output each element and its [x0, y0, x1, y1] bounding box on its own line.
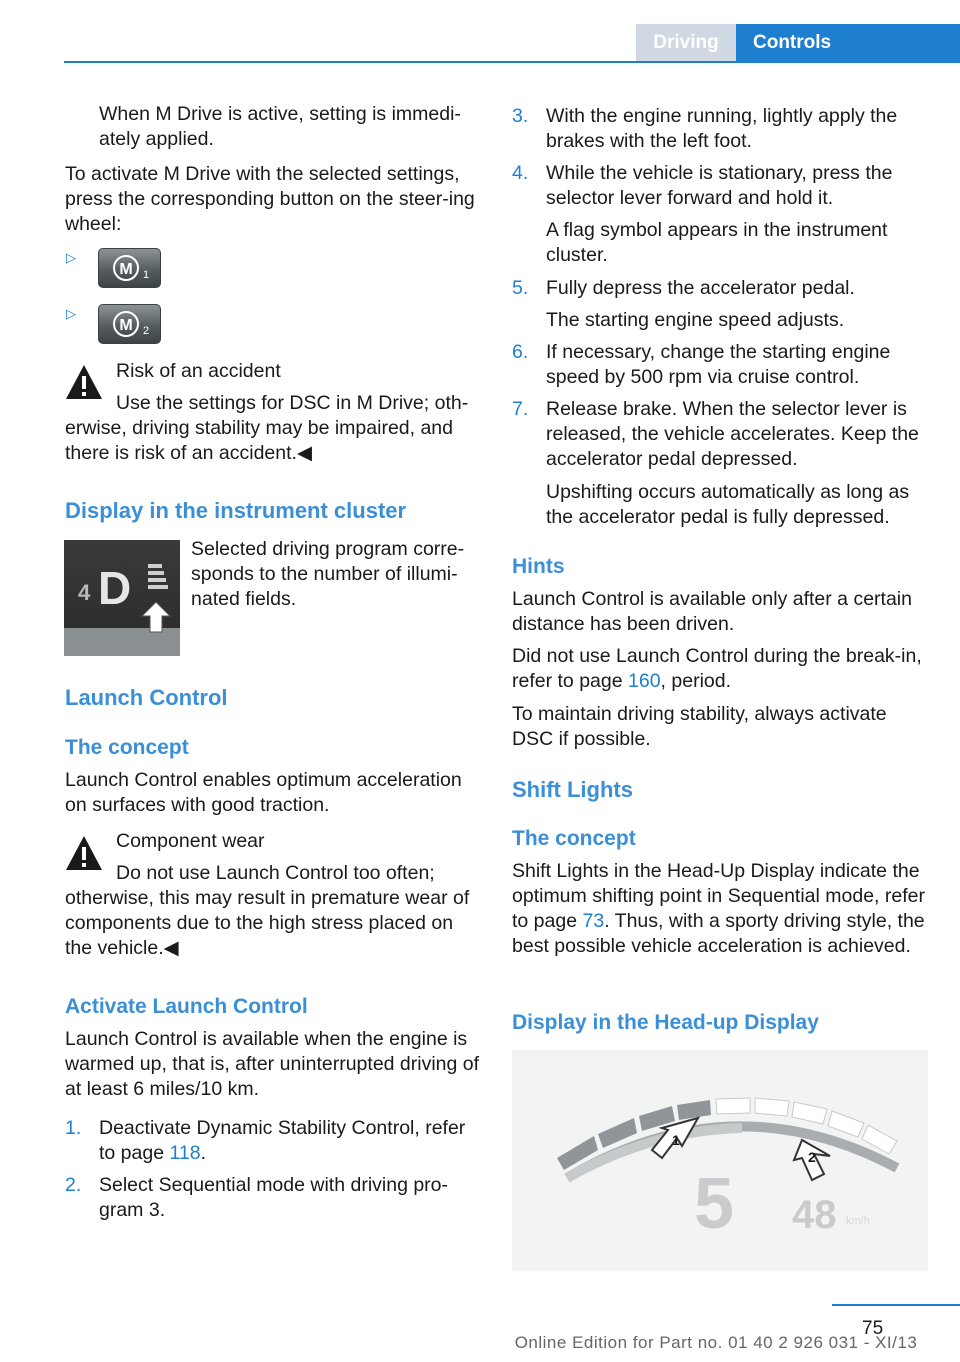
page-link-118[interactable]: 118 [169, 1142, 201, 1164]
launch-control-heading: Launch Control [65, 685, 228, 710]
page-link-73[interactable]: 73 [582, 910, 605, 932]
warning1-text: Use the settings for DSC in M Drive; oth-erwise, driving stability may be impaired, and there is risk of an accident.◀ [65, 392, 469, 464]
shift-lights-heading: Shift Lights [512, 777, 633, 802]
step-number: 3. [512, 105, 529, 127]
hints-para3: To maintain driving stability, always activate DSC if possible. [512, 703, 887, 750]
shift-concept-text: Shift Lights in the Head-Up Display indicate the optimum shifting point in Sequential mode, refer to page 73. Thus, with a sporty driving style, the best possible vehicle acceleration is achieved. [512, 860, 925, 957]
svg-text:5: 5 [694, 1164, 735, 1244]
m1-button-image [98, 248, 161, 288]
hints-para1: Launch Control is available only after a certain distance has been driven. [512, 588, 912, 635]
header-rule [64, 61, 960, 63]
step2-text: Select Sequential mode with driving pro-gram 3. [99, 1174, 449, 1221]
mdrive-intro-line: When M Drive is active, setting is immedi-ately applied. [99, 103, 461, 150]
m2-icon [99, 305, 160, 343]
cluster-display-image [64, 540, 180, 656]
header-section-tab: Driving [636, 24, 736, 62]
hints-heading: Hints [512, 555, 565, 578]
step7-note: Upshifting occurs automatically as long as the accelerator pedal is fully depressed. [546, 481, 910, 528]
step5-note: The starting engine speed adjusts. [546, 309, 845, 331]
display-cluster-heading: Display in the instrument cluster [65, 498, 407, 523]
svg-text:M: M [119, 317, 133, 334]
svg-text:2: 2 [143, 325, 150, 337]
svg-text:48: 48 [792, 1193, 837, 1237]
step-number: 7. [512, 398, 529, 420]
page-number: 75 [862, 1318, 884, 1339]
warning2-text: Do not use Launch Control too often; otherwise, this may result in premature wear of components due to the high stress placed on the vehicle.◀ [65, 862, 470, 959]
m2-button-image [98, 304, 161, 344]
step3-text: With the engine running, lightly apply the brakes with the left foot. [546, 105, 898, 152]
step1-text: Deactivate Dynamic Stability Control, refer to page 118. [99, 1117, 466, 1164]
activate-launch-text: Launch Control is available when the engine is warmed up, that is, after uninterrupted driving of at least 6 miles/10 km. [65, 1028, 480, 1100]
hud-display-heading: Display in the Head-up Display [512, 1011, 819, 1034]
svg-text:M: M [119, 261, 133, 278]
step7-text: Release brake. When the selector lever is released, the vehicle accelerates. Keep the accelerator pedal depressed. [546, 398, 919, 470]
hud-display-image [512, 1050, 928, 1271]
svg-text:D: D [98, 562, 132, 614]
step-number: 2. [65, 1174, 82, 1196]
step4-note: A flag symbol appears in the instrument cluster. [546, 219, 888, 266]
shift-concept-heading: The concept [512, 827, 636, 850]
step-number: 5. [512, 277, 529, 299]
footer-edition: Online Edition for Part no. 01 40 2 926 031 - XI/13 [514, 1333, 918, 1352]
svg-text:2: 2 [808, 1149, 816, 1165]
bullet-marker: ▷ [66, 306, 76, 321]
svg-text:1: 1 [143, 269, 150, 281]
warning1-title: Risk of an accident [116, 360, 281, 382]
step6-text: If necessary, change the starting engine speed by 500 rpm via cruise control. [546, 341, 891, 388]
step4-text: While the vehicle is stationary, press the selector lever forward and hold it. [546, 162, 893, 209]
step-number: 6. [512, 341, 529, 363]
warning2-title: Component wear [116, 830, 265, 852]
bullet-marker: ▷ [66, 250, 76, 265]
header-chapter-tab: Controls [736, 24, 960, 62]
footer-rule [832, 1304, 960, 1306]
hints-para2: Did not use Launch Control during the break-in, refer to page 160, period. [512, 645, 922, 692]
svg-text:4: 4 [78, 580, 91, 605]
concept-text: Launch Control enables optimum acceleration on surfaces with good traction. [65, 769, 462, 816]
svg-text:1: 1 [672, 1132, 680, 1148]
m1-icon [99, 249, 160, 287]
page-link-160[interactable]: 160 [628, 670, 661, 692]
svg-text:km/h: km/h [846, 1215, 870, 1227]
step-number: 4. [512, 162, 529, 184]
step5-text: Fully depress the accelerator pedal. [546, 277, 855, 299]
step-number: 1. [65, 1117, 82, 1139]
display-cluster-text: Selected driving program corre-sponds to the number of illumi-nated fields. [191, 538, 465, 610]
mdrive-activate-text: To activate M Drive with the selected settings, press the corresponding button on the steer-ing wheel: [65, 163, 475, 235]
concept-heading: The concept [65, 736, 189, 759]
activate-launch-heading: Activate Launch Control [65, 995, 308, 1018]
